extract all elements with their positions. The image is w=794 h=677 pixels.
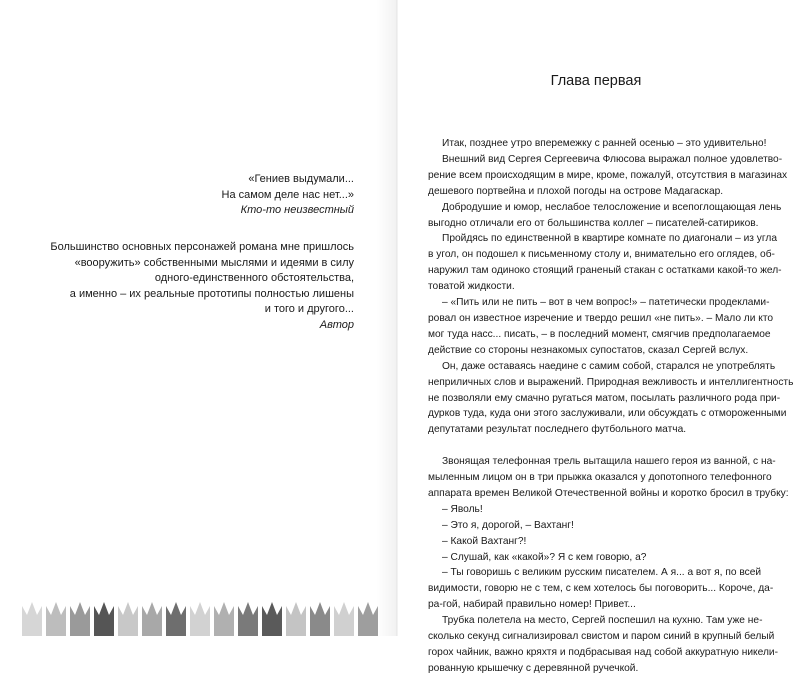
text-line: рение всем происходящим в мире, кроме, пожалуй, отсутствия в магазинах	[428, 169, 788, 181]
crown-shape	[358, 602, 378, 636]
text-line: – Слушай, как «какой»? Я с кем говорю, а?	[442, 551, 647, 563]
text-line: – «Пить или не пить – вот в чем вопрос!» – патетически продеклами-	[442, 297, 770, 309]
right-page	[398, 0, 794, 674]
left-page	[0, 0, 396, 636]
text-line: мог туда насс... писать, – в последний момент, смягчив предполагаемое	[428, 328, 771, 340]
gutter-shadow	[376, 0, 396, 636]
text-line: не позволяли ему смачно ругаться матом, посылать различного рода при-	[428, 392, 781, 404]
text-line: Добродушие и юмор, неслабое телосложение и всепоглощающая лень	[442, 201, 782, 213]
text-line: Внешний вид Сергея Сергеевича Флюсова выражал полное удовлетво-	[442, 153, 783, 165]
author-note	[24, 240, 354, 333]
note-line: «вооружить» собственными мыслями и идеями в силу	[74, 256, 354, 269]
crown-shape	[22, 602, 42, 636]
crown-shape	[166, 602, 186, 636]
epigraph-line: «Гениев выдумали...	[248, 173, 354, 185]
text-line: наружил там одиноко стоящий граненый стакан с остатками какой-то жел-	[428, 265, 782, 277]
crown-shape	[70, 602, 90, 636]
crown-pattern-decoration	[22, 600, 382, 636]
chapter-text	[428, 136, 794, 677]
chapter-title: Глава первая	[550, 73, 642, 89]
epigraph	[54, 172, 354, 219]
text-line: ра-гой, набирай правильно номер! Привет...	[428, 599, 636, 611]
crown-shape	[214, 602, 234, 636]
text-line: дешевого портвейна и плохой погоды на острове Мадагаскар.	[428, 185, 724, 197]
text-line: – Какой Вахтанг?!	[442, 535, 527, 547]
text-line: сколько секунд сигнализировал свистом и паром синий в крупный белый	[428, 631, 775, 643]
crown-shape	[190, 602, 210, 636]
crown-shape	[238, 602, 258, 636]
text-line: Пройдясь по единственной в квартире комнате по диагонали – из угла	[442, 233, 778, 245]
text-line: мыленным лицом он в три прыжка оказался у допотопного телефонного	[428, 472, 772, 484]
note-line: а именно – их реальные прототипы полностью лишены	[69, 287, 354, 300]
text-line: Звонящая телефонная трель вытащила нашего героя из ванной, с на-	[442, 456, 776, 468]
crown-shape	[334, 602, 354, 636]
text-line: товатой жидкости.	[428, 281, 515, 293]
paragraph-gap	[428, 438, 778, 454]
text-line: ровал он известное изречение и твердо решил «не пить». – Мало ли кто	[428, 312, 774, 324]
crown-shape	[46, 602, 66, 636]
text-line: горох чайник, важно кряхтя и подбрасывая над собой аккуратную никели-	[428, 646, 778, 658]
crown-shape	[94, 602, 114, 636]
text-line: Итак, позднее утро вперемежку с ранней осенью – это удивительно!	[442, 138, 767, 149]
text-line: рованную крышечку с деревянной ручечкой.	[428, 662, 639, 674]
crown-shape	[118, 602, 138, 636]
text-line: аппарата времен Великой Отечественной войны и коротко бросил в трубку:	[428, 487, 789, 499]
text-line: видимости, говорю не с тем, с кем хотелось бы поговорить... Короче, да-	[428, 583, 774, 595]
epigraph-line: На самом деле нас нет...»	[221, 188, 354, 201]
text-line: – Это я, дорогой, – Вахтанг!	[442, 519, 574, 531]
crown-shape	[262, 602, 282, 636]
text-line: неприличных слов и выражений. Природная вежливость и интеллигентность	[428, 376, 794, 388]
text-line: Трубка полетела на место, Сергей поспешил на кухню. Там уже не-	[442, 615, 763, 627]
text-line: выгодно отличали его от большинства коллег – писателей-сатириков.	[428, 217, 759, 229]
epigraph-author: Кто-то неизвестный	[240, 204, 354, 216]
text-line: – Яволь!	[442, 503, 483, 515]
note-author: Автор	[319, 318, 354, 331]
text-line: действие со стороны незнакомых супостатов, сказал Сергей вслух.	[428, 344, 749, 356]
crown-shape	[310, 602, 330, 636]
text-line: Он, даже оставаясь наедине с самим собой, старался не употреблять	[442, 360, 776, 372]
crown-shape	[142, 602, 162, 636]
text-line: в угол, он подошел к письменному столу и, внимательно его оглядев, об-	[428, 249, 775, 261]
text-line: – Ты говоришь с великим русским писателем. А я... а вот я, по всей	[442, 567, 762, 579]
note-line: одного-единственного обстоятельства,	[154, 272, 354, 284]
text-line: дурков туда, куда они этого заслуживали, или обсуждать с отмороженными	[428, 408, 787, 420]
crown-shape	[286, 602, 306, 636]
note-line: Большинство основных персонажей романа мне пришлось	[50, 241, 354, 253]
text-line: депутатами результат последнего футбольного матча.	[428, 424, 687, 436]
note-line: и того и другого...	[264, 303, 354, 315]
